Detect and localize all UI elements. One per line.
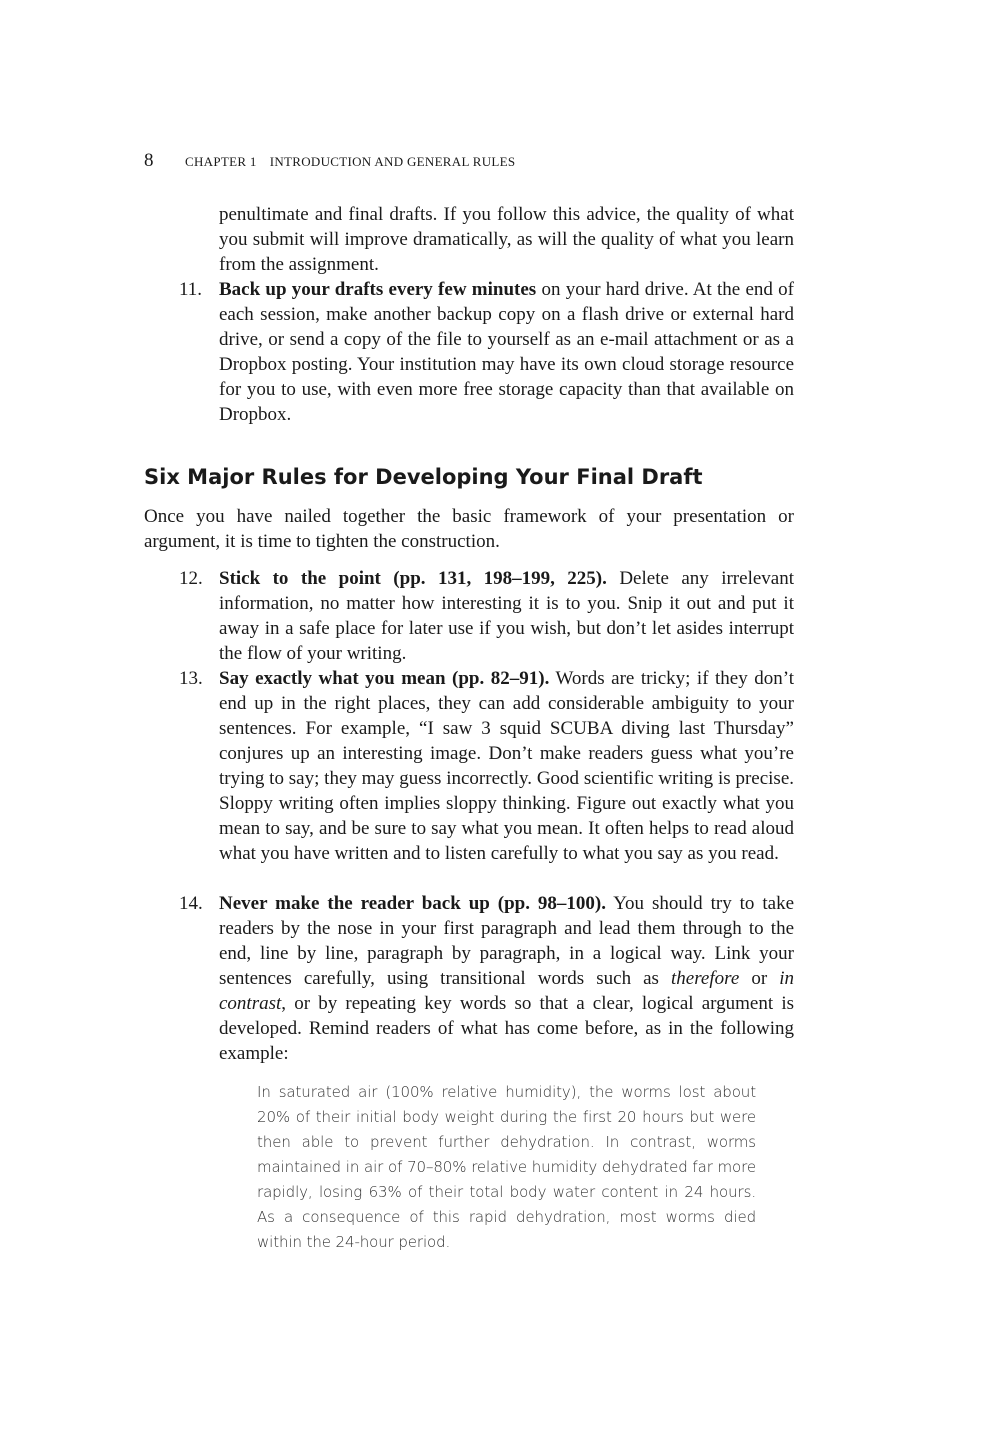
chapter-title: INTRODUCTION AND GENERAL RULES xyxy=(269,154,516,169)
rule-number: 11. xyxy=(179,279,203,300)
rule-item-11 xyxy=(179,277,794,427)
rule-text: on your hard drive. At the end of each session, make another backup copy on a flash drive or external hard drive, or send a copy of the file to yourself as an e-mail attachment or as a Dropbox posting. Your institution may have its own cloud storage resource for you to use, with even more free storage capacity than that available on Dropbox. xyxy=(219,279,794,425)
rule-text: You should try to take readers by the nose in your first paragraph and lead them through to the end, line by line, paragraph by paragraph, in a logical way. Link your sentences carefully, using transitional words such as xyxy=(219,893,794,989)
rule-body xyxy=(219,277,794,427)
rule-heading: Stick to the point (pp. 131, 198–199, 225). xyxy=(219,568,607,589)
rule-heading: Never make the reader back up (pp. 98–100). xyxy=(219,893,606,914)
rule-number: 14. xyxy=(179,893,203,914)
example-quote: In saturated air (100% relative humidity), the worms lost about 20% of their initial body weight during the first 20 hours but were then able to prevent further dehydration. In contrast, worms maintained in air of 70–80% relative humidity dehydrated far more rapidly, losing 63% of their total body water content in 24 hours. As a consequence of this rapid dehydration, most worms died within the 24-hour period. xyxy=(257,1083,756,1251)
section-intro: Once you have nailed together the basic framework of your presentation or argument, it is time to tighten the construction. xyxy=(144,506,794,552)
section-heading: Six Major Rules for Developing Your Final Draft xyxy=(144,465,703,489)
rule-body xyxy=(219,891,794,1066)
rule-text: , or by repeating key words so that a clear, logical argument is developed. Remind readers of what has come before, as in the following example: xyxy=(219,993,794,1064)
page-number: 8 xyxy=(144,150,154,171)
rule-body xyxy=(219,566,794,666)
rule-item-14 xyxy=(179,891,794,1066)
running-head xyxy=(144,150,515,178)
rule-text: or xyxy=(739,968,780,989)
rule-text: Words are tricky; if they don’t end up in the right places, they can add considerable ambiguity to your sentences. For example, “I saw 3 squid SCUBA diving last Thursday” conjures up an interesting image. Don’t make readers guess what you’re trying to say; they may guess incorrectly. Good scientific writing is precise. Sloppy writing often implies sloppy thinking. Figure out exactly what you mean to say, and be sure to say what you mean. It often helps to read aloud what you have written and to listen carefully to what you say as you read. xyxy=(219,668,794,864)
italic-term: in contrast xyxy=(219,968,794,1014)
rule-item-13 xyxy=(179,666,794,866)
rule-item-12 xyxy=(179,566,794,666)
chapter-label: CHAPTER 1 xyxy=(185,154,257,169)
continued-paragraph: penultimate and final drafts. If you follow this advice, the quality of what you submit will improve dramatically, as will the quality of what you learn from the assignment. xyxy=(219,204,794,275)
rule-number: 13. xyxy=(179,668,203,689)
rule-text: Delete any irrelevant information, no matter how interesting it is to you. Snip it out and put it away in a safe place for later use if you wish, but don’t let asides interrupt the flow of your writing. xyxy=(219,568,794,664)
rule-number: 12. xyxy=(179,568,203,589)
rule-heading: Say exactly what you mean (pp. 82–91). xyxy=(219,668,550,689)
rule-body xyxy=(219,666,794,866)
italic-term: therefore xyxy=(671,968,740,989)
rule-heading: Back up your drafts every few minutes xyxy=(219,279,537,300)
